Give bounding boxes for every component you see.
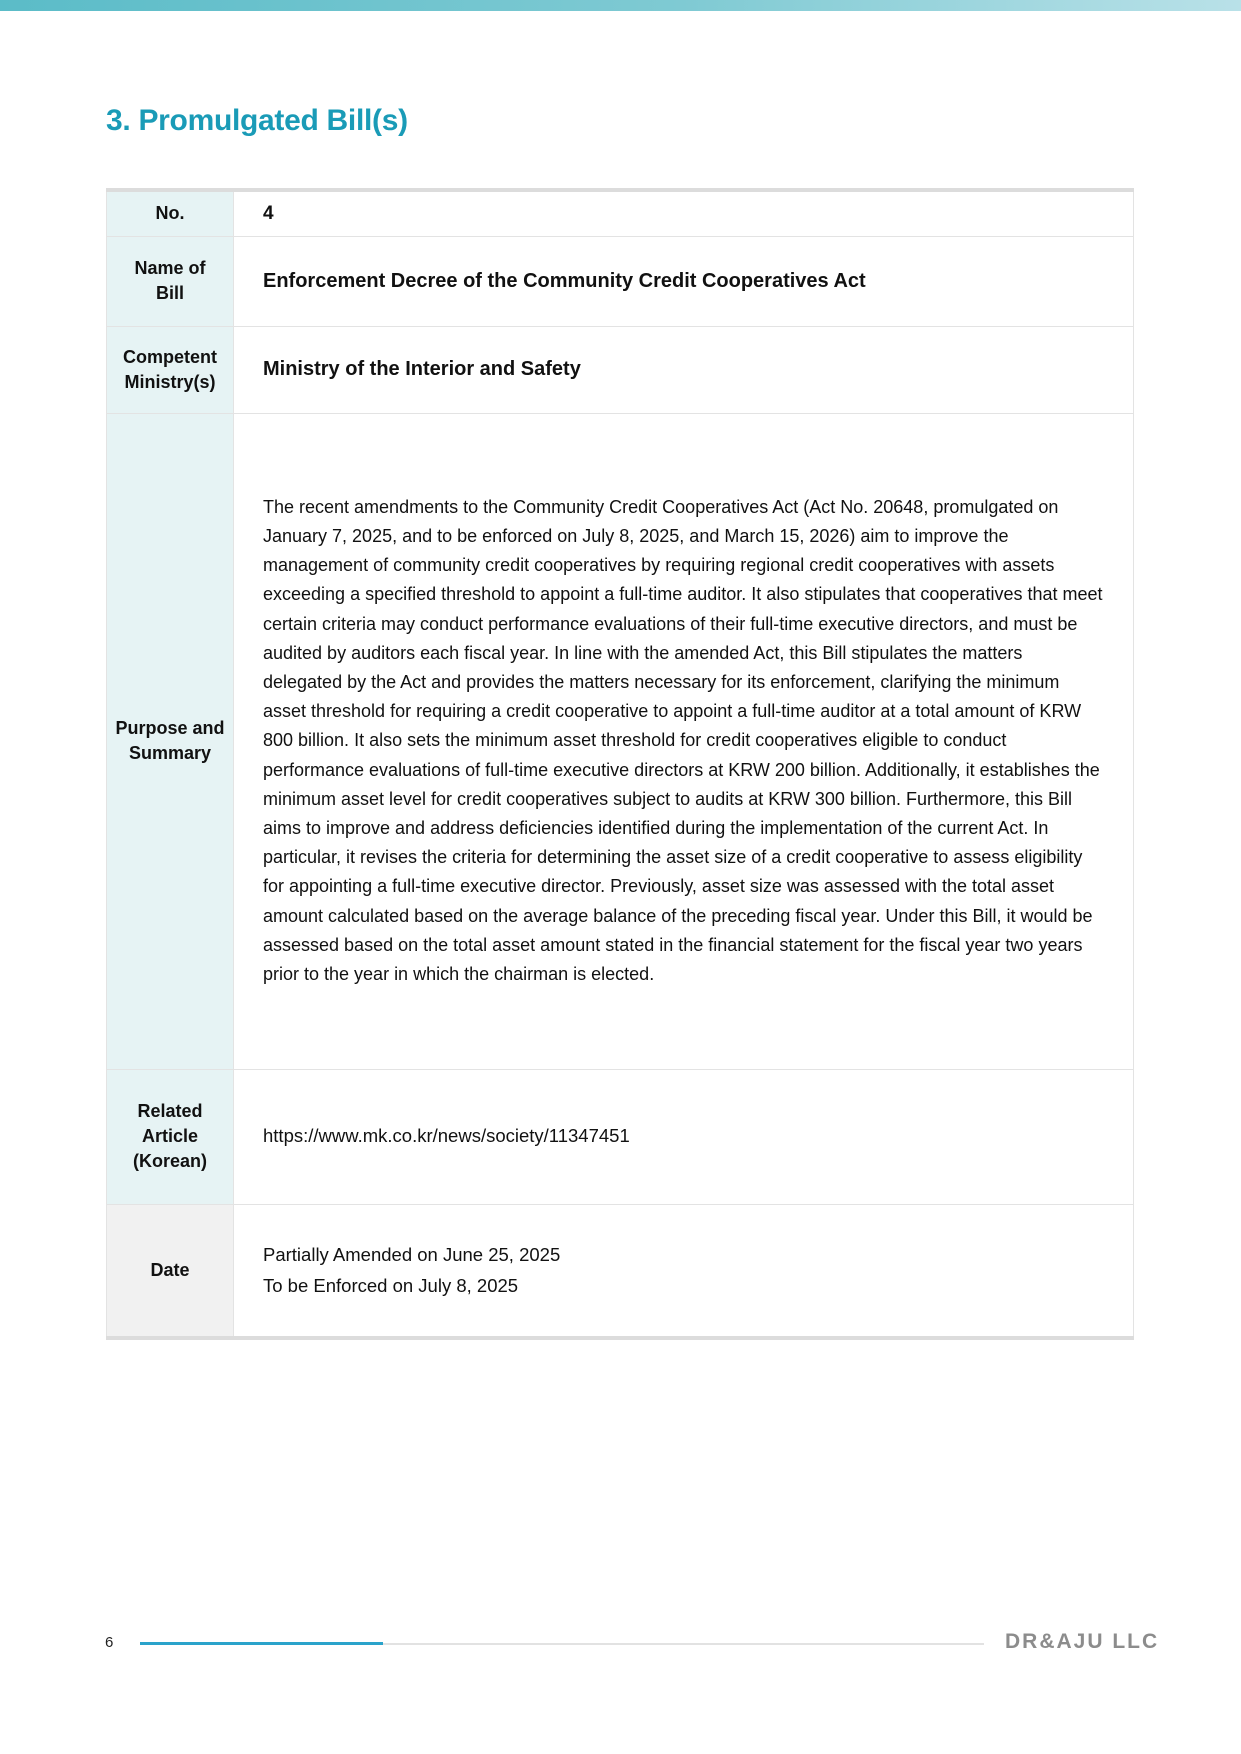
- page-number: 6: [105, 1634, 114, 1651]
- article-label: [107, 1069, 234, 1204]
- row-name: [107, 236, 1134, 326]
- article-label-line3: (Korean): [132, 1151, 207, 1171]
- date-label: Date: [107, 1204, 234, 1338]
- row-article: [107, 1069, 1134, 1204]
- ministry-cell: [234, 326, 1134, 413]
- purpose-cell: [234, 413, 1134, 1069]
- ministry-label-line2: Ministry(s): [124, 371, 216, 392]
- article-label-line2: Article: [141, 1126, 199, 1146]
- purpose-label-line1: Purpose and: [115, 718, 225, 738]
- top-accent-bar: [0, 0, 1241, 11]
- bill-number: 4: [263, 202, 274, 224]
- footer-rule-accent: [140, 1642, 383, 1645]
- brand-logo-text: DR&AJU LLC: [1005, 1630, 1160, 1653]
- date-cell: [234, 1204, 1134, 1338]
- name-label-line2: Bill: [155, 283, 184, 303]
- name-label-line1: Name of: [134, 258, 206, 278]
- row-no: [107, 190, 1134, 236]
- purpose-label-line2: Summary: [128, 743, 212, 763]
- date-enforced: To be Enforced on July 8, 2025: [263, 1275, 519, 1297]
- purpose-label: [107, 413, 234, 1069]
- section-title: 3. Promulgated Bill(s): [106, 104, 408, 137]
- purpose-summary-text: The recent amendments to the Community Credit Cooperatives Act (Act No. 20648, promulgated on January 7, 2025, and to be enforced on July 8, 2025, and March 15, 2026) aim to improve the management of community credit cooperatives by requiring regional credit cooperatives with assets exceeding a specified threshold to appoint a full-time auditor. It also stipulates that cooperatives that meet certain criteria may conduct performance evaluations of their full-time executive directors, and must be audited by auditors each fiscal year. In line with the amended Act, this Bill stipulates the matters delegated by the Act and provides the matters necessary for its enforcement, clarifying the minimum asset threshold for requiring a credit cooperative to appoint a full-time auditor at a total amount of KRW 800 billion. It also sets the minimum asset threshold for credit cooperatives eligible to conduct performance evaluations of full-time executive directors at KRW 200 billion. Additionally, it establishes the minimum asset level for credit cooperatives subject to audits at KRW 300 billion. Furthermore, this Bill aims to improve and address deficiencies identified during the implementation of the current Act. In particular, it revises the criteria for determining the asset size of a credit cooperative to assess eligibility for appointing a full-time executive director. Previously, asset size was assessed with the total asset amount calculated based on the average balance of the preceding fiscal year. Under this Bill, it would be assessed based on the total asset amount stated in the financial statement for the fiscal year two years prior to the year in which the chairman is elected.: [263, 496, 1103, 985]
- article-link[interactable]: https://www.mk.co.kr/news/society/11347451: [263, 1125, 630, 1146]
- no-label: No.: [107, 190, 234, 236]
- bill-table: [106, 188, 1134, 1340]
- name-label: [107, 236, 234, 326]
- ministry-label: [107, 326, 234, 413]
- row-purpose: [107, 413, 1134, 1069]
- article-cell: [234, 1069, 1134, 1204]
- article-label-line1: Related: [137, 1101, 203, 1121]
- ministry-label-line1: Competent: [123, 346, 217, 367]
- ministry-name: Ministry of the Interior and Safety: [263, 358, 581, 380]
- name-cell: [234, 236, 1134, 326]
- date-amended: Partially Amended on June 25, 2025: [263, 1244, 561, 1266]
- no-value: [234, 190, 1134, 236]
- row-date: [107, 1204, 1134, 1338]
- row-ministry: [107, 326, 1134, 413]
- bill-name: Enforcement Decree of the Community Credit Cooperatives Act: [263, 269, 866, 292]
